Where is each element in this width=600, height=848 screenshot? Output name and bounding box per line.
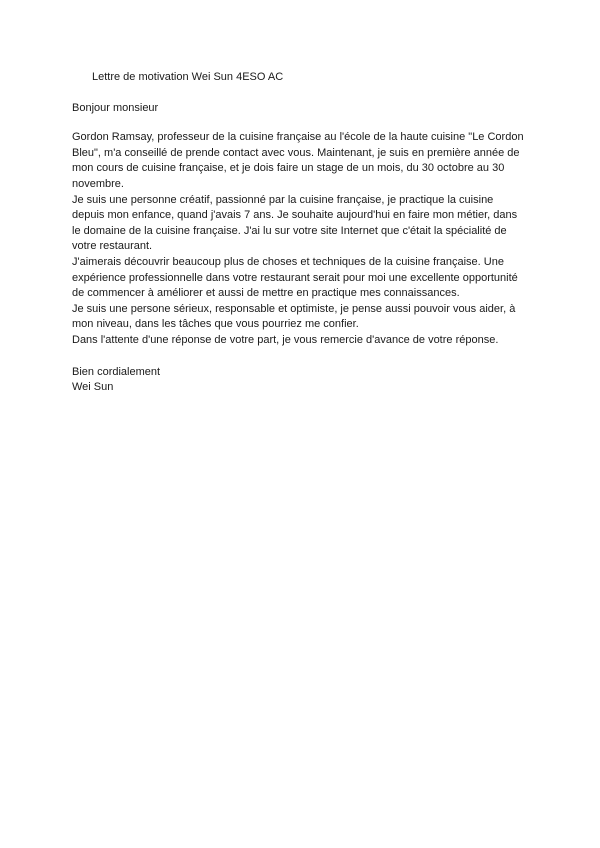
body-line: Je suis une personne créatif, passionné par la cuisine française, je practique la cuisine bbox=[72, 193, 494, 206]
closing-text: Bien cordialement bbox=[72, 365, 161, 378]
body-line: de commencer à améliorer et aussi de mettre en practique mes connaissances. bbox=[72, 287, 460, 300]
body-line: Gordon Ramsay, professeur de la cuisine française au l'école de la haute cuisine "Le Cordon bbox=[72, 131, 524, 144]
body-line: Je suis une persone sérieux, responsable et optimiste, je pense aussi pouvoir vous aider, à bbox=[72, 302, 516, 315]
signature: Wei Sun bbox=[72, 381, 114, 394]
body-line: depuis mon enfance, quand j'avais 7 ans. Je souhaite aujourd'hui en faire mon métier, dans bbox=[72, 209, 518, 222]
body-line: expérience professionnelle dans votre restaurant serait pour moi une excellente opportunité bbox=[72, 271, 518, 284]
letter-paragraphs bbox=[72, 130, 530, 348]
letter-body bbox=[72, 70, 530, 396]
body-line: le domaine de la cuisine française. J'ai lu sur votre site Internet que c'était la spécialité de bbox=[72, 224, 507, 237]
body-line: votre restaurant. bbox=[72, 240, 153, 253]
body-line: Dans l'attente d'une réponse de votre part, je vous remercie d'avance de votre réponse. bbox=[72, 333, 499, 346]
body-line: J'aimerais découvrir beaucoup plus de choses et techniques de la cuisine française. Une bbox=[72, 255, 504, 268]
body-line: Bleu", m'a conseillé de prende contact avec vous. Maintenant, je suis en première année de bbox=[72, 146, 520, 159]
letter-title: Lettre de motivation Wei Sun 4ESO AC bbox=[92, 71, 284, 83]
salutation: Bonjour monsieur bbox=[72, 101, 159, 114]
closing-block bbox=[72, 365, 530, 396]
body-line: mon niveau, dans les tâches que vous pourriez me confier. bbox=[72, 318, 359, 331]
body-line: novembre. bbox=[72, 177, 124, 190]
body-line: mon cours de cuisine française, et je dois faire un stage de un mois, du 30 octobre au 30 bbox=[72, 162, 505, 175]
